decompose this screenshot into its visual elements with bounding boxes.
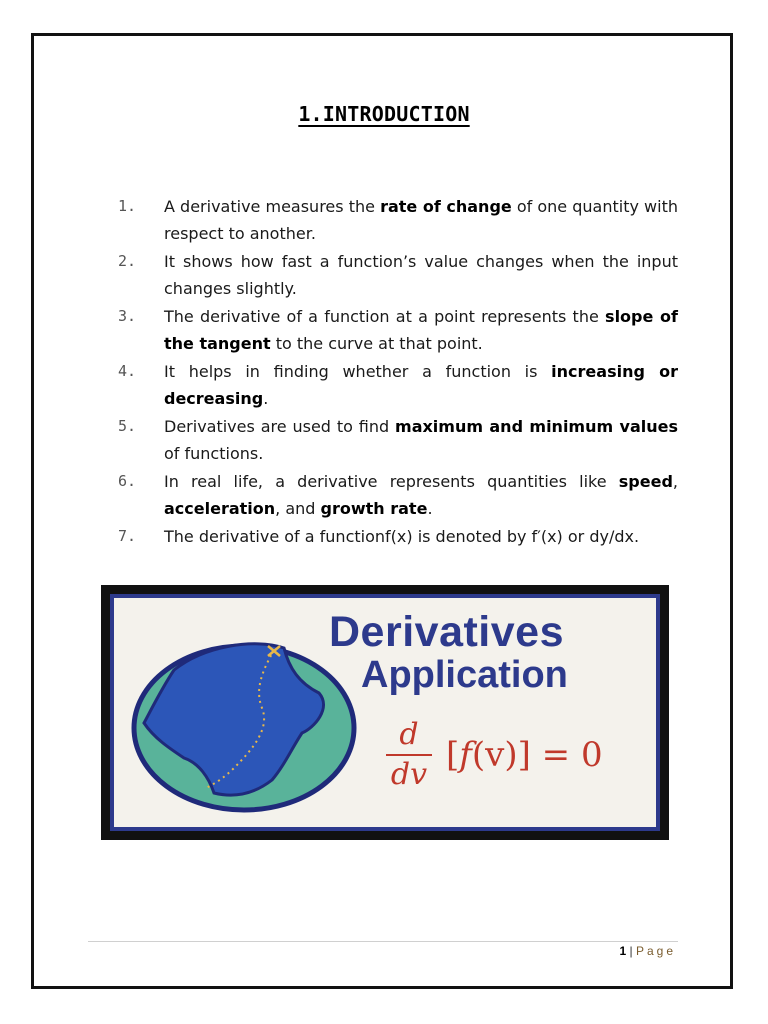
banner-title-line1: Derivatives (329, 608, 564, 656)
derivatives-banner-image (101, 585, 669, 840)
list-item (118, 523, 678, 550)
footer-separator: | (626, 944, 636, 958)
page-title: 1.INTRODUCTION (298, 102, 470, 126)
list-item-number: 1. (118, 197, 137, 215)
page-footer (619, 944, 676, 958)
list-item (118, 248, 678, 302)
list-item-text (164, 468, 678, 522)
bold-term: increasing or decreasing (164, 362, 679, 408)
text-run: . (427, 499, 433, 518)
list-item (118, 303, 678, 357)
bold-term: speed (618, 472, 673, 491)
list-item (118, 193, 678, 247)
text-run: . (263, 389, 269, 408)
text-run: It helps in finding whether a function is (164, 362, 552, 381)
banner-inner (110, 594, 660, 831)
text-run: Derivatives are used to find (164, 417, 396, 436)
banner-title-line2: Application (361, 654, 568, 696)
list-item-number: 7. (118, 527, 137, 545)
text-run: of one quantity with respect to another. (164, 197, 678, 243)
formula-expression (446, 735, 603, 775)
text-run: The derivative of a function at a point represents the (164, 307, 606, 326)
footer-divider (88, 941, 678, 942)
list-item-number: 3. (118, 307, 137, 325)
list-item (118, 413, 678, 467)
bold-term: growth rate (320, 499, 428, 518)
text-run: , and (275, 499, 321, 518)
text-run: In real life, a derivative represents quantities like (164, 472, 619, 491)
text-run: to the curve at that point. (270, 334, 483, 353)
formula-open-bracket: [ (446, 735, 460, 775)
fraction-bar (386, 754, 432, 756)
formula-numerator: d (399, 717, 419, 752)
list-item (118, 358, 678, 412)
list-item-text (164, 523, 678, 550)
list-item (118, 468, 678, 522)
list-item-number: 6. (118, 472, 137, 490)
derivative-formula (386, 718, 603, 792)
list-item-text (164, 303, 678, 357)
list-item-number: 5. (118, 417, 137, 435)
formula-argument: (v) (471, 735, 518, 775)
list-item-text (164, 248, 678, 302)
page-number: 1 (619, 944, 627, 958)
list-item-text (164, 193, 678, 247)
bold-term: maximum and minimum values (395, 417, 678, 436)
list-item-text (164, 358, 678, 412)
text-run: , (672, 472, 678, 491)
bold-term: slope of the tangent (164, 307, 679, 353)
text-run: of functions. (164, 444, 264, 463)
formula-function: f (459, 735, 472, 775)
text-run: It shows how fast a function’s value changes when the input changes slightly. (164, 252, 678, 298)
formula-fraction (386, 718, 432, 792)
formula-denominator: dv (390, 757, 428, 792)
bold-term: rate of change (380, 197, 512, 216)
introduction-list (118, 193, 678, 551)
page-word: Page (635, 944, 676, 958)
formula-close: ] = 0 (517, 735, 603, 775)
list-item-number: 2. (118, 252, 137, 270)
text-run: The derivative of a functionf(x) is denoted by f′(x) or dy/dx. (164, 527, 640, 546)
list-item-text (164, 413, 678, 467)
text-run: A derivative measures the (164, 197, 381, 216)
list-item-number: 4. (118, 362, 137, 380)
bold-term: acceleration (164, 499, 276, 518)
